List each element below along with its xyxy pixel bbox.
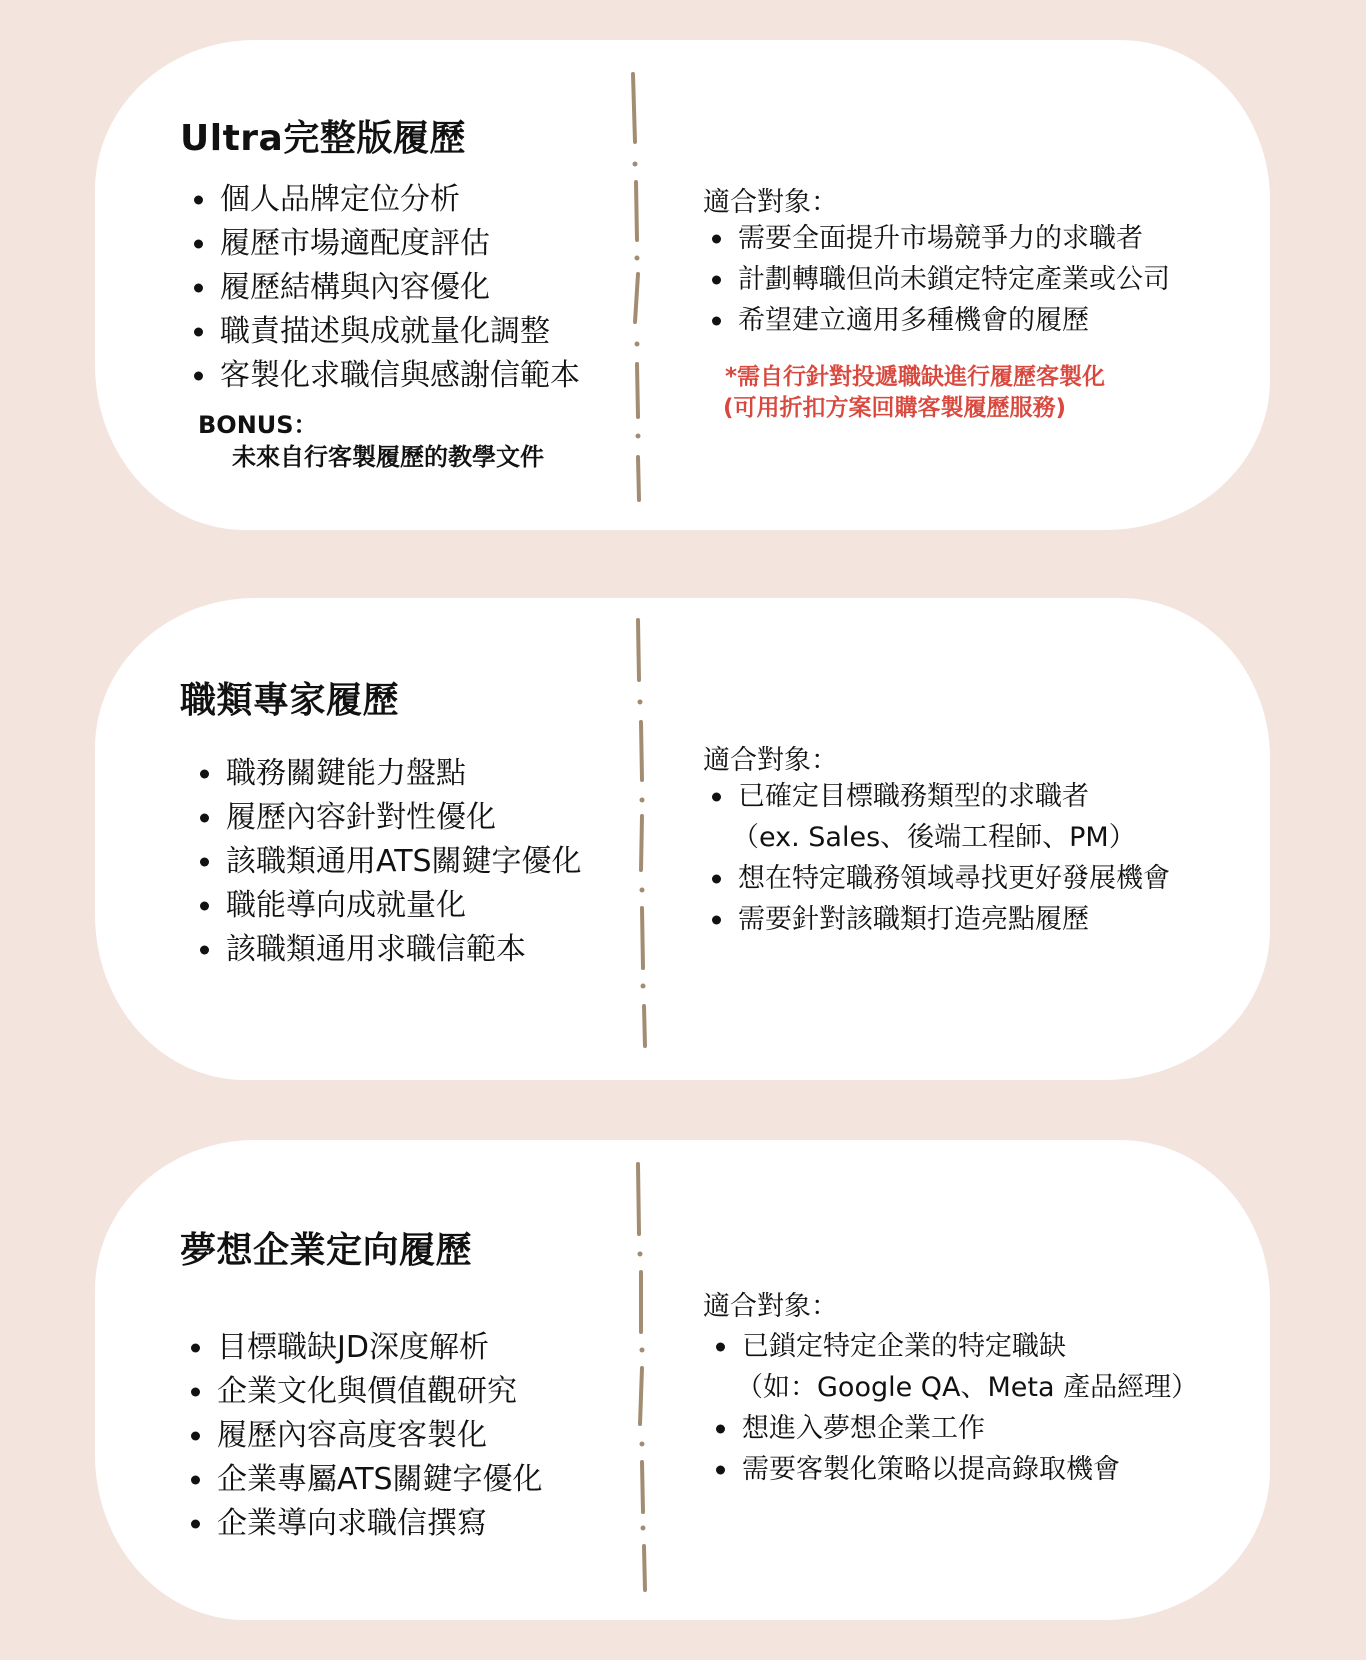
card-divider [626,618,656,1048]
target-label: 適合對象： [703,187,838,218]
feature-item: 履歷內容高度客製化 [217,1414,543,1458]
feature-item: 客製化求職信與感謝信範本 [220,354,580,398]
feature-item: 履歷內容針對性優化 [226,796,582,840]
card-divider [626,1162,656,1592]
target-item: 需要客製化策略以提高錄取機會 [742,1449,1198,1490]
feature-item: 該職類通用ATS關鍵字優化 [226,840,582,884]
target-item: 需要全面提升市場競爭力的求職者 [738,218,1170,259]
feature-list [186,178,580,398]
card-title: 職類專家履歷 [180,680,400,721]
feature-item: 企業專屬ATS關鍵字優化 [217,1458,543,1502]
feature-item: 職務關鍵能力盤點 [226,752,582,796]
feature-item: 職能導向成就量化 [226,884,582,928]
card-divider [621,72,651,502]
card-title: 夢想企業定向履歷 [180,1230,473,1271]
target-item: 計劃轉職但尚未鎖定特定產業或公司 [738,259,1170,300]
feature-item: 履歷市場適配度評估 [220,222,580,266]
note-line: (可用折扣方案回購客製履歷服務) [723,395,1067,421]
feature-item: 企業文化與價值觀研究 [217,1370,543,1414]
feature-item: 個人品牌定位分析 [220,178,580,222]
target-item: 希望建立適用多種機會的履歷 [738,300,1170,341]
bonus-text: 未來自行客製履歷的教學文件 [232,443,544,471]
card-title: Ultra完整版履歷 [180,118,466,159]
target-item: 已確定目標職務類型的求職者 [738,776,1170,817]
target-label: 適合對象： [703,1291,838,1322]
note-line: *需自行針對投遞職缺進行履歷客製化 [725,364,1106,390]
bonus-label: BONUS： [198,411,318,439]
target-list [704,218,1170,341]
target-label: 適合對象： [703,745,838,776]
feature-item: 履歷結構與內容優化 [220,266,580,310]
note [725,362,1105,424]
target-list [708,1326,1198,1490]
feature-item: 職責描述與成就量化調整 [220,310,580,354]
target-list [704,776,1170,940]
feature-list [192,752,582,972]
target-item-detail: （ex. Sales、後端工程師、PM） [732,822,1136,853]
target-item: 已鎖定特定企業的特定職缺 [742,1326,1198,1367]
feature-item: 目標職缺JD深度解析 [217,1326,543,1370]
target-item-detail: （如：Google QA、Meta 產品經理） [736,1372,1199,1403]
feature-item: 該職類通用求職信範本 [226,928,582,972]
feature-list [183,1326,543,1546]
target-item: 想在特定職務領域尋找更好發展機會 [738,858,1170,899]
target-item: 需要針對該職類打造亮點履歷 [738,899,1170,940]
target-item: 想進入夢想企業工作 [742,1408,1198,1449]
feature-item: 企業導向求職信撰寫 [217,1502,543,1546]
